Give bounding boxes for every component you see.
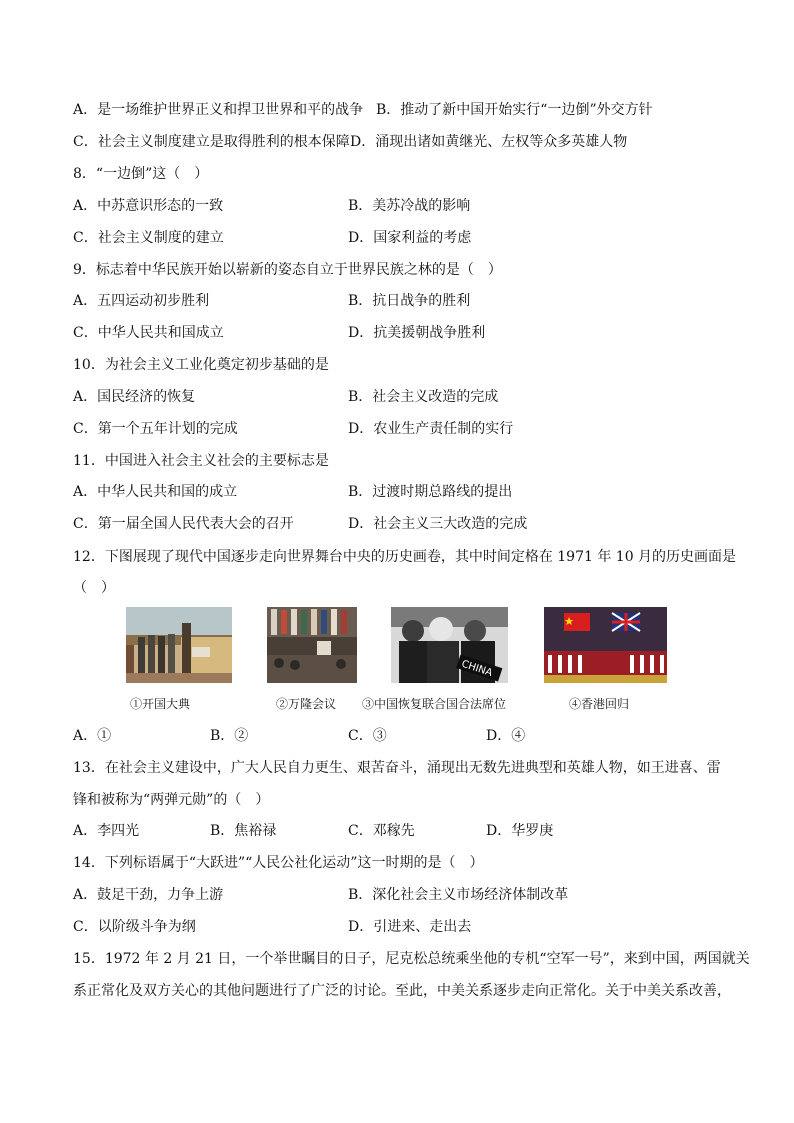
q12-option-a: A．①: [73, 728, 112, 744]
q13-option-d: D．华罗庚: [486, 823, 554, 839]
q9-option-c: C．中华人民共和国成立: [73, 325, 224, 341]
caption-4: ④香港回归: [569, 697, 630, 711]
q13-option-b: B．焦裕禄: [210, 823, 277, 839]
q13-option-c: C．邓稼先: [348, 823, 415, 839]
q11-option-c: C．第一届全国人民代表大会的召开: [73, 516, 294, 532]
q10-option-b: B．社会主义改造的完成: [348, 389, 499, 405]
china-sign-text: CHINA: [460, 658, 494, 679]
caption-3: ③中国恢复联合国合法席位: [362, 697, 507, 711]
q8-option-d: D．国家利益的考虑: [348, 230, 472, 246]
q8-option-c: C．社会主义制度的建立: [73, 230, 224, 246]
q8-stem: 8．“一边倒”这（ ）: [73, 166, 209, 182]
q7-option-b: B．推动了新中国开始实行“一边倒”外交方针: [376, 102, 653, 118]
q11-option-d: D．社会主义三大改造的完成: [348, 516, 528, 532]
q14-option-d: D．引进来、走出去: [348, 919, 472, 935]
hong-kong-handover-image: [544, 607, 667, 683]
q9-stem: 9．标志着中华民族开始以崭新的姿态自立于世界民族之林的是（ ）: [73, 262, 502, 278]
caption-1: ①开国大典: [130, 697, 191, 711]
q8-option-b: B．美苏冷战的影响: [348, 198, 471, 214]
q8-option-a: A．中苏意识形态的一致: [73, 198, 224, 214]
q9-option-a: A．五四运动初步胜利: [73, 293, 210, 309]
q14-option-b: B．深化社会主义市场经济体制改革: [348, 887, 569, 903]
q14-stem: 14．下列标语属于“大跃进”“人民公社化运动”这一时期的是（ ）: [73, 855, 484, 871]
bandung-conference-image: [267, 607, 357, 683]
q11-option-b: B．过渡时期总路线的提出: [348, 484, 513, 500]
q11-option-a: A．中华人民共和国的成立: [73, 484, 238, 500]
q14-option-a: A．鼓足干劲，力争上游: [73, 887, 224, 903]
q15-stem-line1: 15．1972 年 2 月 21 日，一个举世瞩目的日子，尼克松总统乘坐他的专机“空军一号”，来到中国，两国就关: [73, 951, 750, 967]
q12-option-d: D．④: [486, 728, 526, 744]
caption-2: ②万隆会议: [276, 697, 337, 711]
q9-option-d: D．抗美援朝战争胜利: [348, 325, 486, 341]
q12-option-c: C．③: [348, 728, 387, 744]
q11-stem: 11．中国进入社会主义社会的主要标志是: [73, 453, 329, 469]
q9-option-b: B．抗日战争的胜利: [348, 293, 471, 309]
q7-option-c: C．社会主义制度建立是取得胜利的根本保障: [73, 134, 350, 150]
q12-stem-line1: 12．下图展现了现代中国逐步走向世界舞台中央的历史画卷，其中时间定格在 1971 年 10 月的历史画面是: [73, 549, 737, 565]
q10-option-d: D．农业生产责任制的实行: [348, 421, 514, 437]
q12-option-b: B．②: [210, 728, 249, 744]
q14-option-c: C．以阶级斗争为纲: [73, 919, 196, 935]
q15-stem-line2: 系正常化及双方关心的其他问题进行了广泛的讨论。至此，中美关系逐步走向正常化。关于中美关系改善，: [73, 983, 731, 999]
q13-stem-line2: 锋和被称为“两弹元勋”的（ ）: [73, 792, 270, 808]
founding-ceremony-image: [126, 607, 232, 683]
q10-option-a: A．国民经济的恢复: [73, 389, 196, 405]
q12-stem-line2: （ ）: [73, 580, 115, 596]
q7-option-d: D．涌现出诸如黄继光、左权等众多英雄人物: [350, 134, 628, 150]
q7-option-a: A．是一场维护世界正义和捍卫世界和平的战争: [73, 102, 364, 118]
q13-stem-line1: 13．在社会主义建设中，广大人民自力更生、艰苦奋斗，涌现出无数先进典型和英雄人物，如王进喜、雷: [73, 760, 721, 776]
q10-stem: 10．为社会主义工业化奠定初步基础的是: [73, 357, 329, 373]
q13-option-a: A．李四光: [73, 823, 140, 839]
q10-option-c: C．第一个五年计划的完成: [73, 421, 238, 437]
un-seat-image: [391, 607, 508, 683]
